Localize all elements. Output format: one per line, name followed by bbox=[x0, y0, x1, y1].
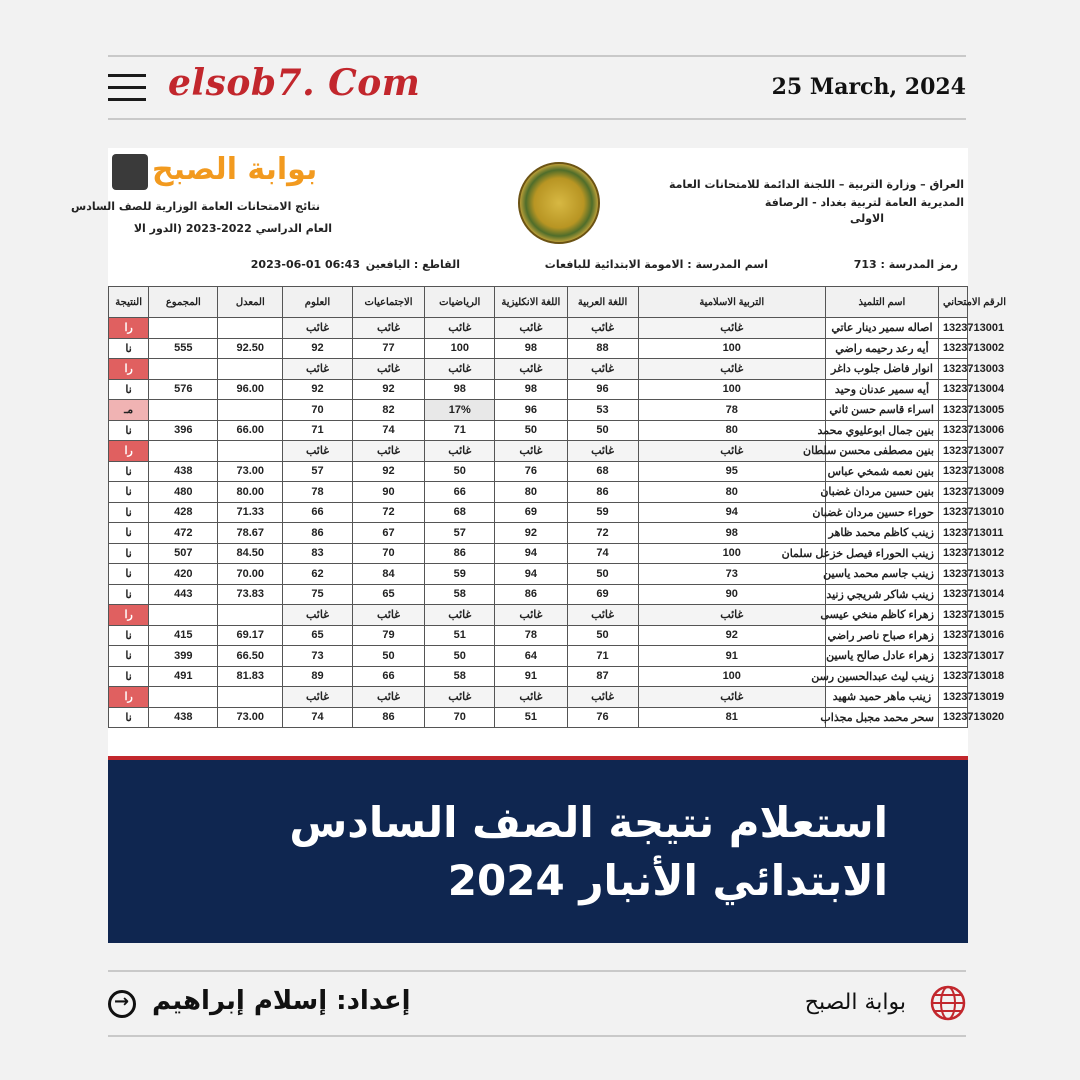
col-islamic-cell: 100 bbox=[638, 379, 825, 400]
table-row bbox=[109, 420, 968, 441]
col-social-cell: 79 bbox=[352, 625, 425, 646]
col-total-cell bbox=[149, 400, 218, 421]
col-social-cell: 74 bbox=[352, 420, 425, 441]
col-result-cell: نا bbox=[109, 482, 149, 503]
col-math-cell: 17% bbox=[425, 400, 495, 421]
col-exam-number-cell: 1323713017 bbox=[938, 646, 967, 667]
col-english-cell: 69 bbox=[495, 502, 567, 523]
col-social-cell: 90 bbox=[352, 482, 425, 503]
col-social-cell: 92 bbox=[352, 379, 425, 400]
table-header-row bbox=[109, 287, 968, 318]
col-average-cell bbox=[218, 400, 283, 421]
col-english-cell: غائب bbox=[495, 605, 567, 626]
col-science-header: العلوم bbox=[283, 287, 353, 318]
col-math-cell: 58 bbox=[425, 666, 495, 687]
results-document-image bbox=[71, 148, 1006, 760]
col-result-cell: نا bbox=[109, 461, 149, 482]
col-total-cell: 576 bbox=[149, 379, 218, 400]
table-row bbox=[109, 543, 968, 564]
author-credit: إعداد: إسلام إبراهيم bbox=[152, 986, 411, 1016]
col-exam-number-cell: 1323713014 bbox=[938, 584, 967, 605]
col-math-cell: 98 bbox=[425, 379, 495, 400]
col-social-cell: غائب bbox=[352, 318, 425, 339]
top-rule bbox=[108, 55, 966, 57]
col-student-name-cell: اصاله سمير دينار عاتي bbox=[825, 318, 938, 339]
col-english-cell: 94 bbox=[495, 543, 567, 564]
col-total-cell: 438 bbox=[149, 707, 218, 728]
col-student-name-cell: بنين مصطفى محسن سلطان bbox=[825, 441, 938, 462]
col-arabic-cell: غائب bbox=[567, 359, 638, 380]
col-science-cell: 70 bbox=[283, 400, 353, 421]
col-english-cell: غائب bbox=[495, 687, 567, 708]
table-row bbox=[109, 318, 968, 339]
col-social-cell: غائب bbox=[352, 687, 425, 708]
col-math-cell: 51 bbox=[425, 625, 495, 646]
table-row bbox=[109, 461, 968, 482]
post-date: 25 March, 2024 bbox=[771, 74, 966, 100]
col-student-name-cell: أيه سمير عدنان وحيد bbox=[825, 379, 938, 400]
col-result-cell: نا bbox=[109, 502, 149, 523]
col-average-cell: 96.00 bbox=[218, 379, 283, 400]
table-row bbox=[109, 338, 968, 359]
col-average-cell: 73.00 bbox=[218, 707, 283, 728]
banner-title bbox=[108, 794, 888, 910]
table-row bbox=[109, 666, 968, 687]
col-result-cell: مـ bbox=[109, 400, 149, 421]
col-result-cell: نا bbox=[109, 646, 149, 667]
table-row bbox=[109, 482, 968, 503]
col-islamic-cell: 100 bbox=[638, 338, 825, 359]
col-english-cell: 98 bbox=[495, 338, 567, 359]
col-total-cell bbox=[149, 359, 218, 380]
table-row bbox=[109, 441, 968, 462]
table-row bbox=[109, 564, 968, 585]
col-total-cell: 555 bbox=[149, 338, 218, 359]
col-result-cell: نا bbox=[109, 564, 149, 585]
col-average-header: المعدل bbox=[218, 287, 283, 318]
col-arabic-cell: غائب bbox=[567, 441, 638, 462]
col-social-cell: 70 bbox=[352, 543, 425, 564]
col-student-name-cell: انوار فاضل جلوب داغر bbox=[825, 359, 938, 380]
col-arabic-cell: 68 bbox=[567, 461, 638, 482]
col-english-cell: غائب bbox=[495, 318, 567, 339]
col-english-cell: 92 bbox=[495, 523, 567, 544]
col-social-header: الاجتماعيات bbox=[352, 287, 425, 318]
col-student-name-cell: زينب ليث عبدالحسين رسن bbox=[825, 666, 938, 687]
col-average-cell: 80.00 bbox=[218, 482, 283, 503]
col-arabic-cell: 72 bbox=[567, 523, 638, 544]
col-social-cell: 50 bbox=[352, 646, 425, 667]
col-average-cell bbox=[218, 318, 283, 339]
col-science-cell: 75 bbox=[283, 584, 353, 605]
site-logo-text: بوابة الصبح bbox=[152, 152, 318, 187]
col-islamic-cell: 73 bbox=[638, 564, 825, 585]
col-total-cell bbox=[149, 441, 218, 462]
col-total-cell: 438 bbox=[149, 461, 218, 482]
school-name: اسم المدرسة : الامومة الابتدائية للبافعات bbox=[544, 258, 768, 271]
brand-logo[interactable]: elsob7. Com bbox=[168, 62, 421, 104]
col-total-cell: 480 bbox=[149, 482, 218, 503]
col-average-cell: 78.67 bbox=[218, 523, 283, 544]
col-science-cell: غائب bbox=[283, 605, 353, 626]
col-exam-number-cell: 1323713004 bbox=[938, 379, 967, 400]
col-english-cell: 91 bbox=[495, 666, 567, 687]
col-math-cell: غائب bbox=[425, 687, 495, 708]
col-average-cell: 70.00 bbox=[218, 564, 283, 585]
col-arabic-header: اللغة العربية bbox=[567, 287, 638, 318]
col-exam-number-header: الرقم الامتحاني bbox=[938, 287, 967, 318]
doc-left-line-2: العام الدراسي 2022-2023 (الدور الا bbox=[133, 222, 332, 235]
col-math-cell: غائب bbox=[425, 318, 495, 339]
col-average-cell: 73.00 bbox=[218, 461, 283, 482]
table-row bbox=[109, 400, 968, 421]
col-student-name-cell: بنين نعمه شمخي عباس bbox=[825, 461, 938, 482]
col-result-header: النتيجة bbox=[109, 287, 149, 318]
col-exam-number-cell: 1323713007 bbox=[938, 441, 967, 462]
col-science-cell: 83 bbox=[283, 543, 353, 564]
col-english-cell: 96 bbox=[495, 400, 567, 421]
col-science-cell: 89 bbox=[283, 666, 353, 687]
col-social-cell: 86 bbox=[352, 707, 425, 728]
col-islamic-cell: غائب bbox=[638, 359, 825, 380]
timestamp: 2023-06-01 06:43 bbox=[250, 258, 360, 271]
col-islamic-cell: غائب bbox=[638, 687, 825, 708]
col-total-cell: 399 bbox=[149, 646, 218, 667]
col-math-cell: 86 bbox=[425, 543, 495, 564]
col-exam-number-cell: 1323713018 bbox=[938, 666, 967, 687]
col-science-cell: 92 bbox=[283, 379, 353, 400]
col-exam-number-cell: 1323713008 bbox=[938, 461, 967, 482]
table-row bbox=[109, 523, 968, 544]
col-math-cell: غائب bbox=[425, 605, 495, 626]
col-result-cell: نا bbox=[109, 523, 149, 544]
col-average-cell: 92.50 bbox=[218, 338, 283, 359]
col-math-cell: 50 bbox=[425, 461, 495, 482]
col-science-cell: غائب bbox=[283, 687, 353, 708]
col-average-cell: 73.83 bbox=[218, 584, 283, 605]
col-science-cell: 78 bbox=[283, 482, 353, 503]
col-total-cell bbox=[149, 605, 218, 626]
col-islamic-cell: 78 bbox=[638, 400, 825, 421]
col-islamic-cell: 100 bbox=[638, 543, 825, 564]
col-math-cell: غائب bbox=[425, 359, 495, 380]
col-exam-number-cell: 1323713010 bbox=[938, 502, 967, 523]
col-total-cell: 491 bbox=[149, 666, 218, 687]
col-student-name-cell: زهراء كاظم منخي عيسى bbox=[825, 605, 938, 626]
col-social-cell: غائب bbox=[352, 359, 425, 380]
col-math-cell: 68 bbox=[425, 502, 495, 523]
col-islamic-cell: غائب bbox=[638, 318, 825, 339]
col-result-cell: نا bbox=[109, 379, 149, 400]
school-code: رمز المدرسة : 713 bbox=[853, 258, 958, 271]
col-english-cell: 86 bbox=[495, 584, 567, 605]
col-english-cell: غائب bbox=[495, 359, 567, 380]
col-science-cell: 57 bbox=[283, 461, 353, 482]
header-rule bbox=[108, 118, 966, 120]
col-exam-number-cell: 1323713011 bbox=[938, 523, 967, 544]
col-arabic-cell: 50 bbox=[567, 564, 638, 585]
table-row bbox=[109, 359, 968, 380]
col-average-cell: 66.00 bbox=[218, 420, 283, 441]
results-table bbox=[108, 286, 1006, 728]
col-islamic-cell: 91 bbox=[638, 646, 825, 667]
col-average-cell bbox=[218, 359, 283, 380]
col-islamic-header: التربية الاسلامية bbox=[638, 287, 825, 318]
footer-rule bbox=[108, 970, 966, 972]
col-arabic-cell: 74 bbox=[567, 543, 638, 564]
col-exam-number-cell: 1323713020 bbox=[938, 707, 967, 728]
table-row bbox=[109, 605, 968, 626]
col-student-name-cell: اسراء قاسم حسن ثاني bbox=[825, 400, 938, 421]
col-average-cell: 71.33 bbox=[218, 502, 283, 523]
col-english-header: اللغة الانكليزية bbox=[495, 287, 567, 318]
col-result-cell: نا bbox=[109, 666, 149, 687]
col-result-cell: نا bbox=[109, 543, 149, 564]
col-math-header: الرياضيات bbox=[425, 287, 495, 318]
table-row bbox=[109, 687, 968, 708]
col-social-cell: 67 bbox=[352, 523, 425, 544]
col-arabic-cell: 50 bbox=[567, 625, 638, 646]
title-banner bbox=[108, 760, 968, 943]
col-arabic-cell: غائب bbox=[567, 687, 638, 708]
site-logo-icon bbox=[112, 154, 148, 190]
col-science-cell: غائب bbox=[283, 441, 353, 462]
col-islamic-cell: 94 bbox=[638, 502, 825, 523]
col-islamic-cell: 80 bbox=[638, 420, 825, 441]
col-islamic-cell: 92 bbox=[638, 625, 825, 646]
table-row bbox=[109, 584, 968, 605]
col-student-name-header: اسم التلميذ bbox=[825, 287, 938, 318]
col-average-cell bbox=[218, 605, 283, 626]
col-islamic-cell: غائب bbox=[638, 441, 825, 462]
col-islamic-cell: 81 bbox=[638, 707, 825, 728]
col-science-cell: 65 bbox=[283, 625, 353, 646]
col-average-cell: 84.50 bbox=[218, 543, 283, 564]
table-row bbox=[109, 625, 968, 646]
col-arabic-cell: 53 bbox=[567, 400, 638, 421]
table-row bbox=[109, 646, 968, 667]
col-exam-number-cell: 1323713009 bbox=[938, 482, 967, 503]
col-social-cell: 92 bbox=[352, 461, 425, 482]
arrow-right-circle-icon[interactable] bbox=[108, 990, 136, 1018]
col-total-cell: 420 bbox=[149, 564, 218, 585]
menu-icon[interactable] bbox=[108, 74, 146, 102]
col-science-cell: 71 bbox=[283, 420, 353, 441]
col-average-cell bbox=[218, 687, 283, 708]
col-total-cell: 396 bbox=[149, 420, 218, 441]
col-science-cell: 66 bbox=[283, 502, 353, 523]
col-average-cell bbox=[218, 441, 283, 462]
table-row bbox=[109, 707, 968, 728]
col-total-cell bbox=[149, 687, 218, 708]
col-english-cell: 94 bbox=[495, 564, 567, 585]
document-header bbox=[71, 148, 968, 248]
globe-icon[interactable] bbox=[930, 985, 966, 1021]
col-exam-number-cell: 1323713012 bbox=[938, 543, 967, 564]
col-result-cell: نا bbox=[109, 338, 149, 359]
col-english-cell: 50 bbox=[495, 420, 567, 441]
col-result-cell: نا bbox=[109, 625, 149, 646]
col-exam-number-cell: 1323713003 bbox=[938, 359, 967, 380]
col-result-cell: نا bbox=[109, 707, 149, 728]
col-social-cell: 65 bbox=[352, 584, 425, 605]
col-math-cell: 50 bbox=[425, 646, 495, 667]
col-student-name-cell: زهراء صباح ناصر راضي bbox=[825, 625, 938, 646]
col-arabic-cell: 87 bbox=[567, 666, 638, 687]
col-arabic-cell: 69 bbox=[567, 584, 638, 605]
col-result-cell: را bbox=[109, 441, 149, 462]
col-average-cell: 69.17 bbox=[218, 625, 283, 646]
col-math-cell: 58 bbox=[425, 584, 495, 605]
col-english-cell: 80 bbox=[495, 482, 567, 503]
col-science-cell: 73 bbox=[283, 646, 353, 667]
col-english-cell: 98 bbox=[495, 379, 567, 400]
col-exam-number-cell: 1323713013 bbox=[938, 564, 967, 585]
col-social-cell: 72 bbox=[352, 502, 425, 523]
col-english-cell: 76 bbox=[495, 461, 567, 482]
col-result-cell: را bbox=[109, 605, 149, 626]
col-student-name-cell: سحر محمد مجبل مجذاب bbox=[825, 707, 938, 728]
col-exam-number-cell: 1323713005 bbox=[938, 400, 967, 421]
col-math-cell: 59 bbox=[425, 564, 495, 585]
col-result-cell: نا bbox=[109, 420, 149, 441]
banner-title-line-1: استعلام نتيجة الصف السادس bbox=[289, 798, 888, 847]
col-student-name-cell: زهراء عادل صالح ياسين bbox=[825, 646, 938, 667]
col-student-name-cell: زينب كاظم محمد ظاهر bbox=[825, 523, 938, 544]
col-total-cell: 507 bbox=[149, 543, 218, 564]
col-islamic-cell: 98 bbox=[638, 523, 825, 544]
col-science-cell: 74 bbox=[283, 707, 353, 728]
col-arabic-cell: 59 bbox=[567, 502, 638, 523]
col-islamic-cell: غائب bbox=[638, 605, 825, 626]
col-islamic-cell: 95 bbox=[638, 461, 825, 482]
col-social-cell: 84 bbox=[352, 564, 425, 585]
col-arabic-cell: 50 bbox=[567, 420, 638, 441]
col-social-cell: غائب bbox=[352, 441, 425, 462]
col-total-cell: 472 bbox=[149, 523, 218, 544]
col-islamic-cell: 80 bbox=[638, 482, 825, 503]
sector: القاطع : اليافعين bbox=[365, 258, 460, 271]
col-social-cell: 77 bbox=[352, 338, 425, 359]
col-average-cell: 66.50 bbox=[218, 646, 283, 667]
col-social-cell: 82 bbox=[352, 400, 425, 421]
col-math-cell: 66 bbox=[425, 482, 495, 503]
col-science-cell: غائب bbox=[283, 359, 353, 380]
col-result-cell: را bbox=[109, 687, 149, 708]
col-arabic-cell: 71 bbox=[567, 646, 638, 667]
doc-right-line-3: الاولى bbox=[849, 212, 884, 225]
col-total-header: المجموع bbox=[149, 287, 218, 318]
col-student-name-cell: زينب جاسم محمد ياسين bbox=[825, 564, 938, 585]
col-arabic-cell: 86 bbox=[567, 482, 638, 503]
table-row bbox=[109, 379, 968, 400]
col-islamic-cell: 100 bbox=[638, 666, 825, 687]
col-math-cell: 57 bbox=[425, 523, 495, 544]
col-total-cell: 443 bbox=[149, 584, 218, 605]
col-arabic-cell: 76 bbox=[567, 707, 638, 728]
col-exam-number-cell: 1323713019 bbox=[938, 687, 967, 708]
col-math-cell: 100 bbox=[425, 338, 495, 359]
col-student-name-cell: زينب الحوراء فيصل خزعل سلمان bbox=[825, 543, 938, 564]
col-english-cell: 78 bbox=[495, 625, 567, 646]
col-exam-number-cell: 1323713002 bbox=[938, 338, 967, 359]
col-result-cell: را bbox=[109, 318, 149, 339]
table-row bbox=[109, 502, 968, 523]
col-english-cell: 64 bbox=[495, 646, 567, 667]
doc-right-line-2: المديرية العامة لتربية بغداد - الرصافة bbox=[764, 196, 964, 209]
col-english-cell: غائب bbox=[495, 441, 567, 462]
col-result-cell: نا bbox=[109, 584, 149, 605]
col-exam-number-cell: 1323713001 bbox=[938, 318, 967, 339]
col-science-cell: 62 bbox=[283, 564, 353, 585]
col-average-cell: 81.83 bbox=[218, 666, 283, 687]
col-student-name-cell: بنين جمال ابوعليوي محمد bbox=[825, 420, 938, 441]
bottom-rule bbox=[108, 1035, 966, 1037]
ministry-seal-icon bbox=[518, 162, 600, 244]
table-body bbox=[109, 318, 1005, 728]
col-total-cell bbox=[149, 318, 218, 339]
col-english-cell: 51 bbox=[495, 707, 567, 728]
site-name[interactable]: بوابة الصبح bbox=[804, 990, 906, 1015]
col-exam-number-cell: 1323713016 bbox=[938, 625, 967, 646]
doc-left-line-1: نتائج الامتحانات العامة الوزارية للصف السادس bbox=[71, 200, 320, 213]
col-math-cell: 70 bbox=[425, 707, 495, 728]
col-arabic-cell: غائب bbox=[567, 318, 638, 339]
col-exam-number-cell: 1323713015 bbox=[938, 605, 967, 626]
col-science-cell: 86 bbox=[283, 523, 353, 544]
col-social-cell: 66 bbox=[352, 666, 425, 687]
col-student-name-cell: زينب ماهر حميد شهيد bbox=[825, 687, 938, 708]
banner-title-line-2: الابتدائي الأنبار 2024 bbox=[447, 856, 888, 905]
col-islamic-cell: 90 bbox=[638, 584, 825, 605]
col-total-cell: 428 bbox=[149, 502, 218, 523]
col-math-cell: غائب bbox=[425, 441, 495, 462]
col-math-cell: 71 bbox=[425, 420, 495, 441]
doc-right-line-1: العراق – وزارة التربية – اللجنة الدائمة للامتحانات العامة bbox=[668, 178, 964, 191]
col-student-name-cell: حوراء حسين مردان غضبان bbox=[825, 502, 938, 523]
col-result-cell: را bbox=[109, 359, 149, 380]
col-student-name-cell: أيه رعد رحيمه راضي bbox=[825, 338, 938, 359]
col-social-cell: غائب bbox=[352, 605, 425, 626]
col-student-name-cell: زينب شاكر شريجي زنيد bbox=[825, 584, 938, 605]
col-total-cell: 415 bbox=[149, 625, 218, 646]
col-arabic-cell: غائب bbox=[567, 605, 638, 626]
col-exam-number-cell: 1323713006 bbox=[938, 420, 967, 441]
col-science-cell: غائب bbox=[283, 318, 353, 339]
col-student-name-cell: بنين حسين مردان غضبان bbox=[825, 482, 938, 503]
col-science-cell: 92 bbox=[283, 338, 353, 359]
col-arabic-cell: 88 bbox=[567, 338, 638, 359]
col-arabic-cell: 96 bbox=[567, 379, 638, 400]
